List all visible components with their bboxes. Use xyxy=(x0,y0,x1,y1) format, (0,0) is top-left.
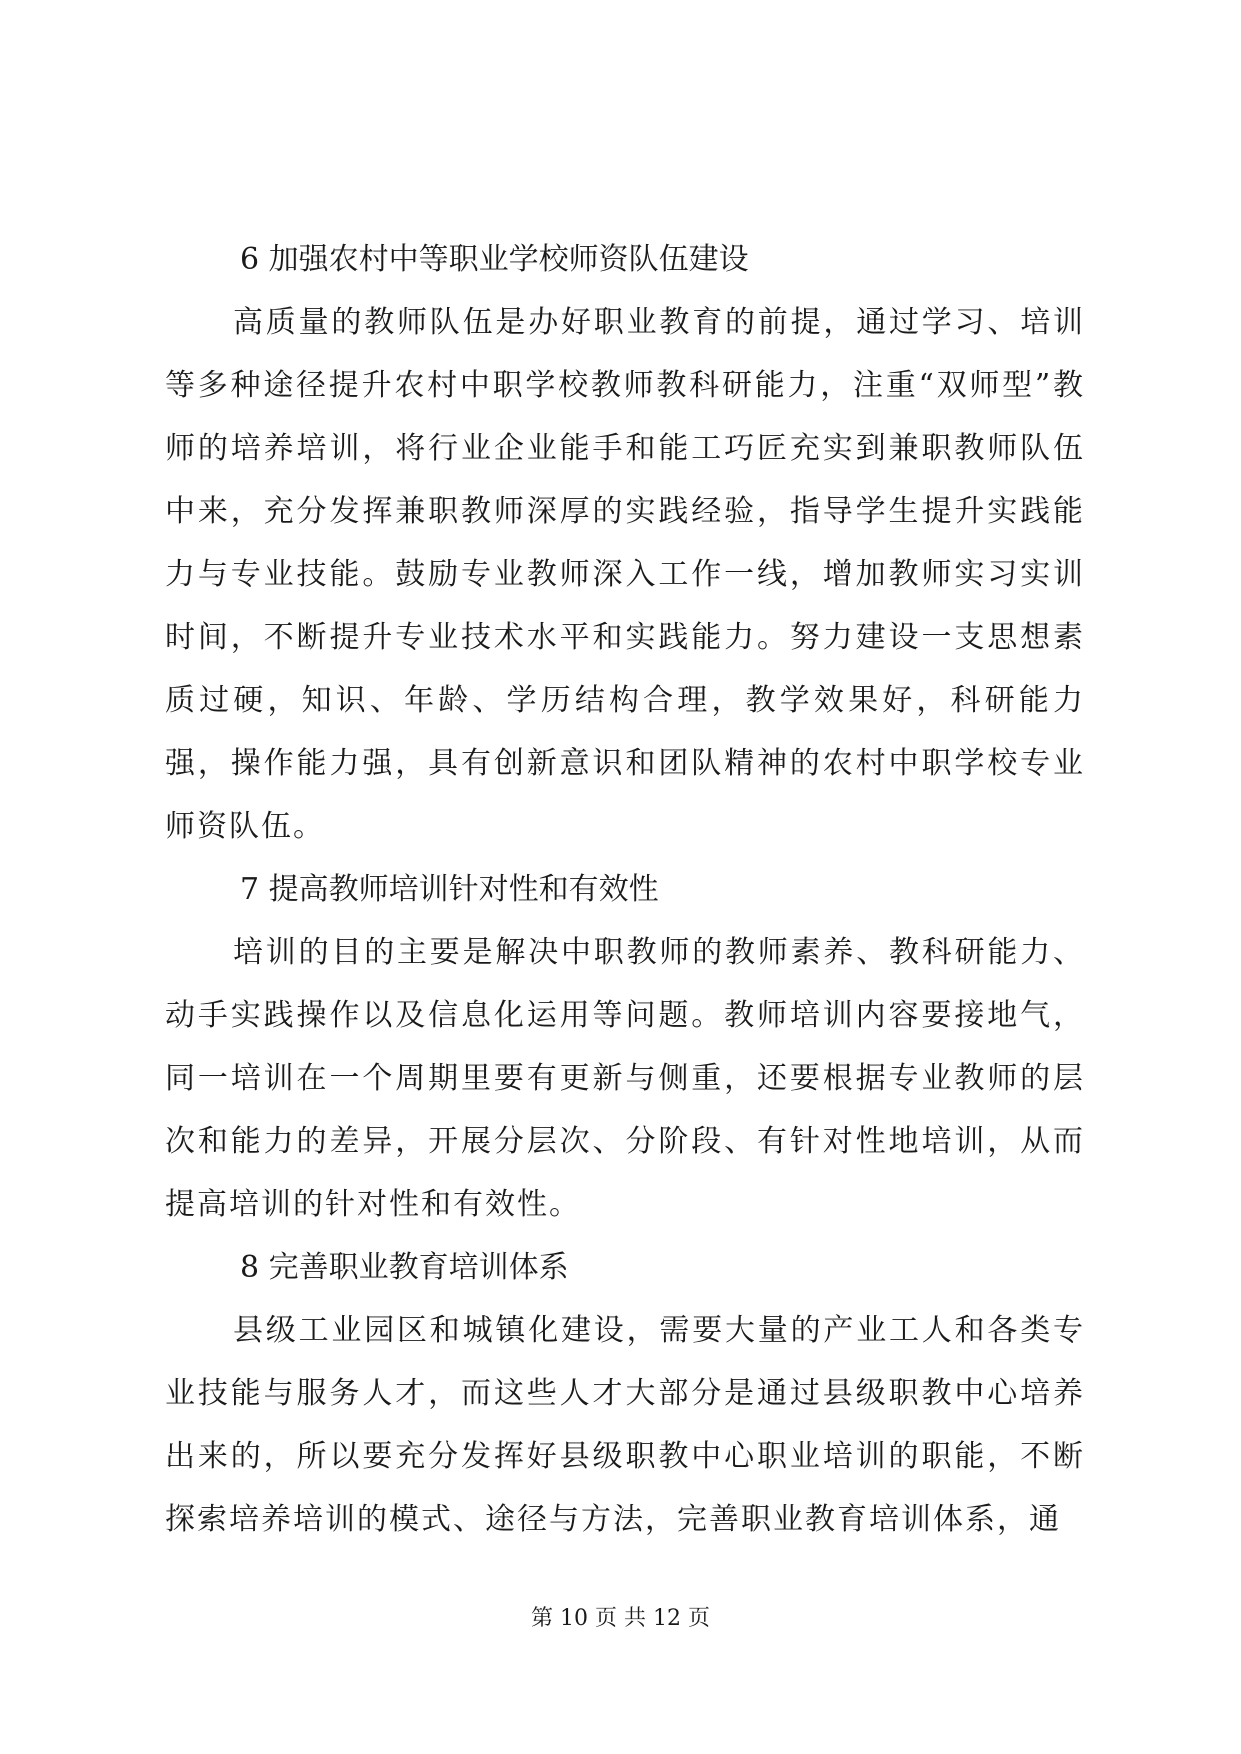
section-paragraph-6: 高质量的教师队伍是办好职业教育的前提，通过学习、培训等多种途径提升农村中职学校教师教科研能力，注重“双师型”教师的培养培训，将行业企业能手和能工巧匠充实到兼职教师队伍中来，充分发挥兼职教师深厚的实践经验，指导学生提升实践能力与专业技能。鼓励专业教师深入工作一线，增加教师实习实训时间，不断提升专业技术水平和实践能力。努力建设一支思想素质过硬，知识、年龄、学历结构合理，教学效果好，科研能力强，操作能力强，具有创新意识和团队精神的农村中职学校专业师资队伍。 xyxy=(165,305,1085,844)
section-heading-8: 8 完善职业教育培训体系 xyxy=(240,1250,569,1285)
section-paragraph-8: 县级工业园区和城镇化建设，需要大量的产业工人和各类专业技能与服务人才，而这些人才大部分是通过县级职教中心培养出来的，所以要充分发挥好县级职教中心职业培训的职能，不断探索培养培训的模式、途径与方法，完善职业教育培训体系，通 xyxy=(165,1313,1085,1537)
document-body xyxy=(165,228,1085,1551)
section-heading-7: 7 提高教师培训针对性和有效性 xyxy=(240,872,659,907)
page-number-label: 第 10 页 共 12 页 xyxy=(531,1606,710,1631)
page-footer xyxy=(0,1604,1241,1634)
section-heading-6: 6 加强农村中等职业学校师资队伍建设 xyxy=(240,242,749,277)
section-paragraph-7: 培训的目的主要是解决中职教师的教师素养、教科研能力、动手实践操作以及信息化运用等问题。教师培训内容要接地气，同一培训在一个周期里要有更新与侧重，还要根据专业教师的层次和能力的差异，开展分层次、分阶段、有针对性地培训，从而提高培训的针对性和有效性。 xyxy=(165,935,1085,1222)
